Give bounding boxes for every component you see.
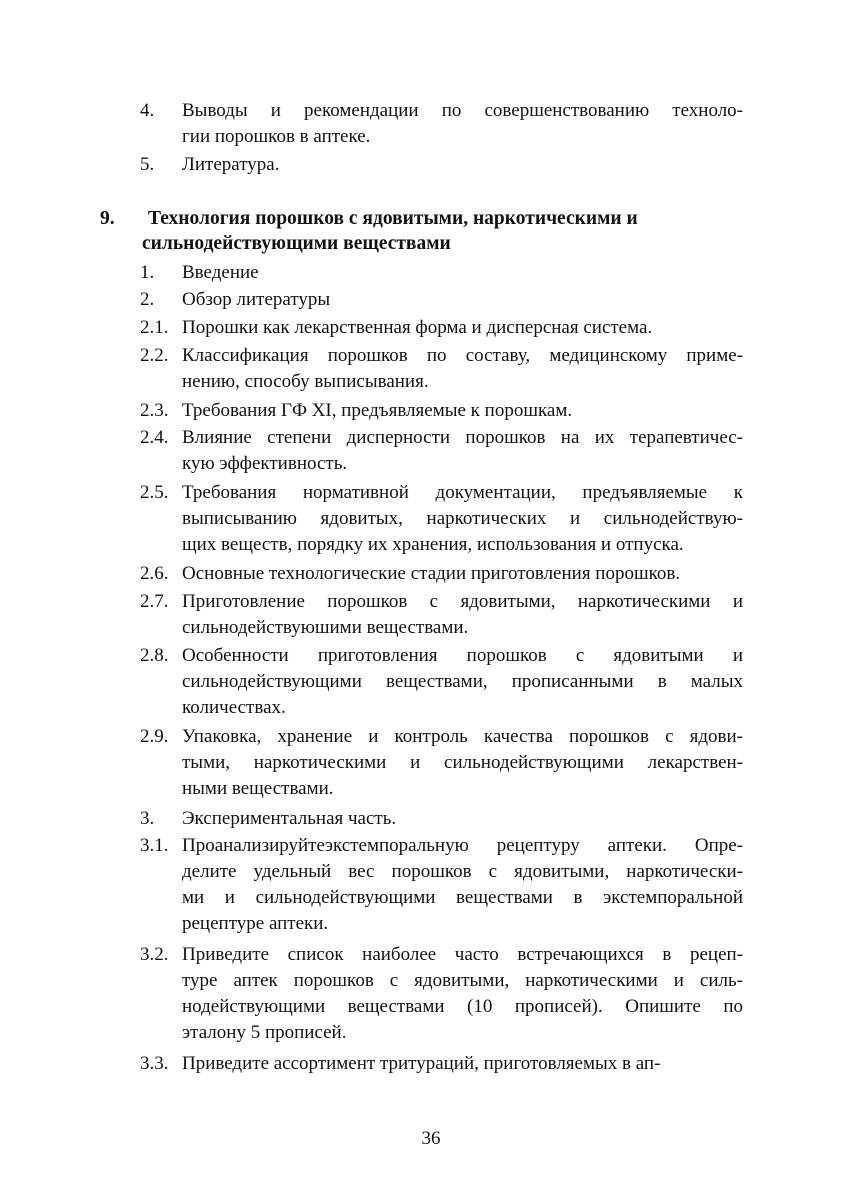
item-text-line: гии порошков в аптеке. (182, 126, 371, 147)
item-text-line: Экспериментальная часть. (182, 808, 397, 829)
item-text-line: количествах. (182, 697, 286, 718)
section-title-line: Технология порошков с ядовитыми, наркотическими и (148, 208, 638, 229)
item-number: 2.2. (140, 345, 169, 366)
item-number: 2.3. (140, 400, 169, 421)
list-item (140, 398, 743, 424)
item-number: 2.5. (140, 482, 169, 503)
item-number: 3. (140, 808, 155, 829)
list-item (140, 806, 743, 832)
section-heading (100, 206, 743, 256)
item-text-line: Порошки как лекарственная форма и дисперсная система. (182, 317, 653, 338)
list-item (140, 942, 743, 1046)
item-number: 2.9. (140, 726, 169, 747)
item-number: 3.3. (140, 1053, 169, 1074)
section-title-line: сильнодействующими веществами (142, 233, 451, 254)
item-number: 2.8. (140, 645, 169, 666)
item-text-line: Требования ГФ XI, предъявляемые к порошкам. (182, 400, 573, 421)
section-number: 9. (100, 208, 115, 229)
list-item (140, 643, 743, 721)
item-text-line: Введение (182, 262, 259, 283)
item-text-line: Упаковка, хранение и контроль качества порошков с ядови- (182, 726, 743, 747)
item-text-line: эталону 5 прописей. (182, 1022, 347, 1043)
item-number: 3.2. (140, 944, 169, 965)
item-text-line: щих веществ, порядку их хранения, использования и отпуска. (182, 534, 684, 555)
list-item (140, 1051, 743, 1077)
item-text-line: сильнодействующими веществами, прописанными в малых (182, 671, 743, 692)
item-text-line: делите удельный вес порошков с ядовитыми, наркотически- (182, 861, 743, 882)
item-number: 2.1. (140, 317, 169, 338)
item-text-line: нодействующими веществами (10 прописей). Опишите по (182, 996, 743, 1017)
list-item (140, 315, 743, 341)
item-text-line: Требования нормативной документации, предъявляемые к (182, 482, 743, 503)
item-number: 2.4. (140, 427, 169, 448)
item-text-line: ными веществами. (182, 778, 334, 799)
list-item (140, 833, 743, 937)
item-text-line: Приведите список наиболее часто встречающихся в рецеп- (182, 944, 743, 965)
list-item (140, 480, 743, 558)
item-number: 3.1. (140, 835, 169, 856)
item-text-line: Классификация порошков по составу, медицинскому приме- (182, 345, 743, 366)
item-text-line: Выводы и рекомендации по совершенствованию техноло- (182, 100, 743, 121)
item-number: 2. (140, 289, 155, 310)
item-text-line: Приготовление порошков с ядовитыми, наркотическими и (182, 591, 743, 612)
item-text-line: тыми, наркотическими и сильнодействующими лекарствен- (182, 752, 743, 773)
page-number: 36 (421, 1128, 441, 1149)
list-item (140, 589, 743, 641)
item-number: 1. (140, 262, 155, 283)
item-text-line: рецептуре аптеки. (182, 913, 329, 934)
list-item (140, 287, 743, 313)
item-number: 2.7. (140, 591, 169, 612)
item-text-line: Основные технологические стадии приготовления порошков. (182, 563, 681, 584)
item-text-line: Приведите ассортимент тритураций, приготовляемых в ап- (182, 1053, 661, 1074)
item-text-line: Влияние степени дисперности порошков на их терапевтичес- (182, 427, 743, 448)
item-text-line: нению, способу выписывания. (182, 371, 429, 392)
item-text-line: туре аптек порошков с ядовитыми, наркотическими и силь- (182, 970, 743, 991)
item-number: 4. (140, 100, 155, 121)
item-text-line: Особенности приготовления порошков с ядовитыми и (182, 645, 743, 666)
list-item (140, 425, 743, 477)
item-number: 5. (140, 154, 155, 175)
item-text-line: Литература. (182, 154, 280, 175)
list-item (140, 152, 743, 178)
item-text-line: сильнодействуюшими веществами. (182, 617, 469, 638)
item-text-line: ми и сильнодействующими веществами в экстемпоральной (182, 887, 743, 908)
list-item (140, 260, 743, 286)
item-text-line: выписыванию ядовитых, наркотических и сильнодействую- (182, 508, 743, 529)
item-text-line: Обзор литературы (182, 289, 331, 310)
list-item (140, 724, 743, 802)
list-item (140, 561, 743, 587)
item-text-line: Проанализируйтеэкстемпоральную рецептуру аптеки. Опре- (182, 835, 743, 856)
list-item (140, 343, 743, 395)
list-item (140, 98, 743, 150)
item-number: 2.6. (140, 563, 169, 584)
item-text-line: кую эффективность. (182, 453, 348, 474)
